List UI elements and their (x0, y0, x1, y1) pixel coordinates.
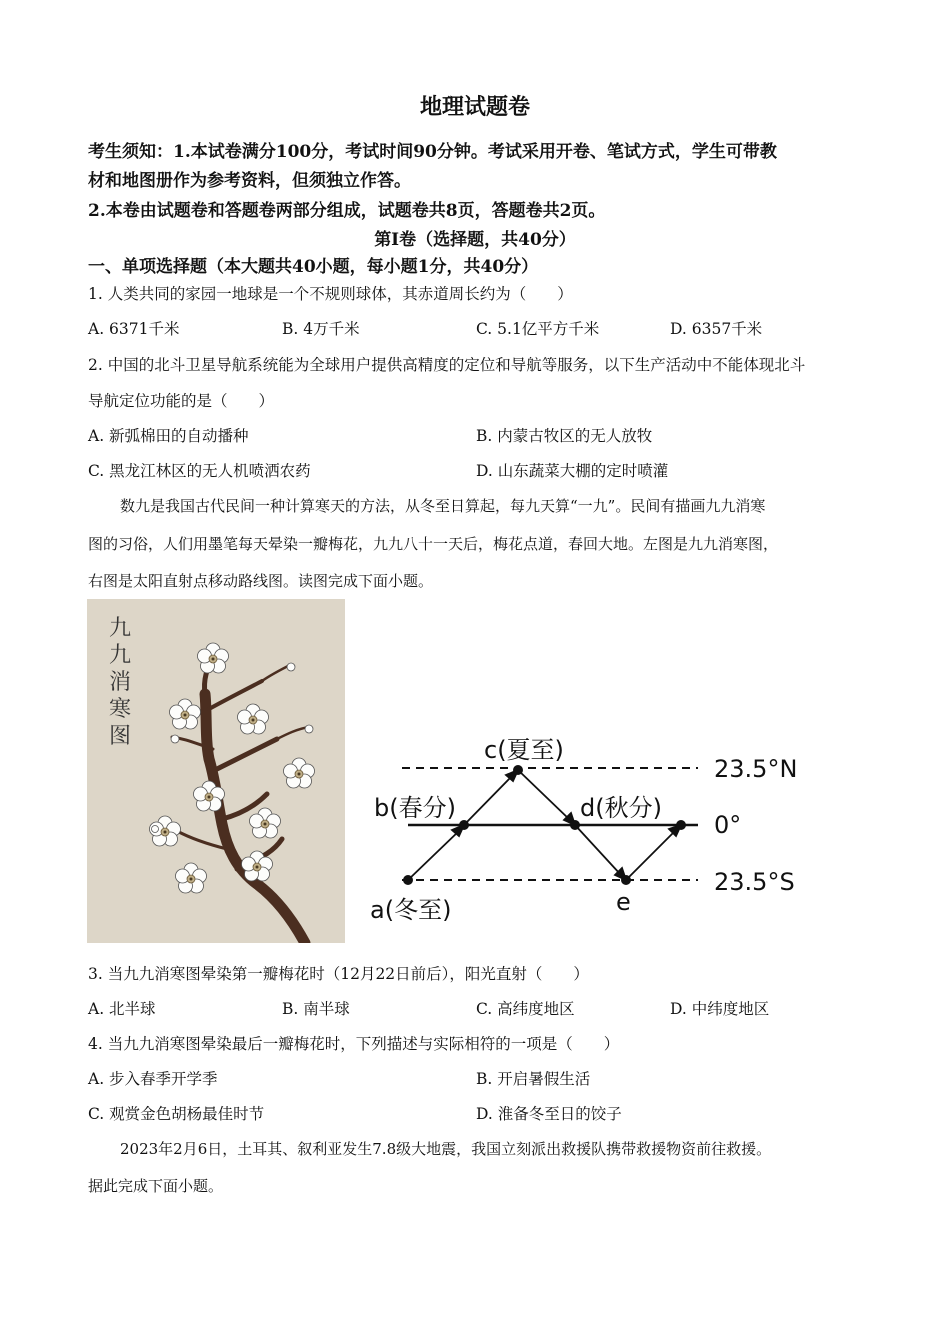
q4-option-c: C. 观赏金色胡杨最佳时节 (88, 1105, 265, 1123)
notice-line-1: 考生须知：1.本试卷满分100分，考试时间90分钟。考试采用开卷、笔试方式，学生可带教 (88, 142, 777, 162)
passage2-line-2: 据此完成下面小题。 (88, 1177, 224, 1195)
plum-branch-image (87, 599, 345, 943)
q3-option-a: A. 北半球 (88, 1000, 156, 1018)
q1-option-d: D. 6357千米 (670, 320, 763, 338)
notice-line-1b: 材和地图册作为参考资料，但须独立作答。 (88, 171, 411, 191)
sun-direct-point-diagram (368, 730, 828, 930)
painting-title: 九九消寒图 (109, 616, 132, 749)
point-e (621, 875, 631, 885)
point-a (403, 875, 413, 885)
label-d: d(秋分) (580, 794, 662, 822)
passage1-line-1: 数九是我国古代民间一种计算寒天的方法，从冬至日算起，每九天算“一九”。民间有描画九九消寒 (120, 497, 766, 515)
q2-option-d: D. 山东蔬菜大棚的定时喷灌 (476, 462, 669, 480)
part-heading: 第Ⅰ卷（选择题，共40分） (374, 230, 576, 250)
q3-option-c: C. 高纬度地区 (476, 1000, 575, 1018)
q2-stem-line-1: 2. 中国的北斗卫星导航系统能为全球用户提供高精度的定位和导航等服务，以下生产活动中不能体现北斗 (88, 356, 806, 374)
q2-option-b: B. 内蒙古牧区的无人放牧 (476, 427, 653, 445)
q1-option-b: B. 4万千米 (282, 320, 360, 338)
q4-option-a: A. 步入春季开学季 (88, 1070, 218, 1088)
passage1-line-3: 右图是太阳直射点移动路线图。读图完成下面小题。 (88, 572, 434, 590)
q2-option-c: C. 黑龙江林区的无人机喷洒农药 (88, 462, 311, 480)
label-equator: 0° (714, 811, 742, 839)
q3-stem: 3. 当九九消寒图晕染第一瓣梅花时（12月22日前后），阳光直射（ ） (88, 965, 589, 983)
plum-blossom-painting (87, 599, 345, 943)
q4-option-b: B. 开启暑假生活 (476, 1070, 591, 1088)
q3-option-b: B. 南半球 (282, 1000, 350, 1018)
label-a: a(冬至) (370, 896, 452, 924)
label-c: c(夏至) (484, 736, 564, 764)
q2-option-a: A. 新弧棉田的自动播种 (88, 427, 249, 445)
label-e: e (616, 888, 631, 916)
q1-option-a: A. 6371千米 (88, 320, 180, 338)
label-b: b(春分) (374, 794, 456, 822)
q1-option-c: C. 5.1亿平方千米 (476, 320, 600, 338)
q1-stem: 1. 人类共同的家园一地球是一个不规则球体，其赤道周长约为（ ） (88, 285, 573, 303)
point-b (459, 820, 469, 830)
notice-line-2: 2.本卷由试题卷和答题卷两部分组成，试题卷共8页，答题卷共2页。 (88, 201, 606, 221)
point-d (570, 820, 580, 830)
q3-option-d: D. 中纬度地区 (670, 1000, 770, 1018)
q4-option-d: D. 淮备冬至日的饺子 (476, 1105, 622, 1123)
point-c (513, 765, 523, 775)
q4-stem: 4. 当九九消寒图晕染最后一瓣梅花时，下列描述与实际相符的一项是（ ） (88, 1035, 620, 1053)
page-title: 地理试题卷 (419, 94, 530, 120)
point-end (676, 820, 686, 830)
q2-stem-line-2: 导航定位功能的是（ ） (88, 392, 275, 410)
passage2-line-1: 2023年2月6日，土耳其、叙利亚发生7.8级大地震，我国立刻派出救援队携带救援物资前往救援。 (120, 1140, 772, 1158)
passage1-line-2: 图的习俗，人们用墨笔每天晕染一瓣梅花，九九八十一天后，梅花点道，春回大地。左图是九九消寒图， (88, 535, 779, 553)
section-heading: 一、单项选择题（本大题共40小题，每小题1分，共40分） (88, 257, 539, 277)
label-north: 23.5°N (714, 755, 798, 783)
label-south: 23.5°S (714, 868, 795, 896)
